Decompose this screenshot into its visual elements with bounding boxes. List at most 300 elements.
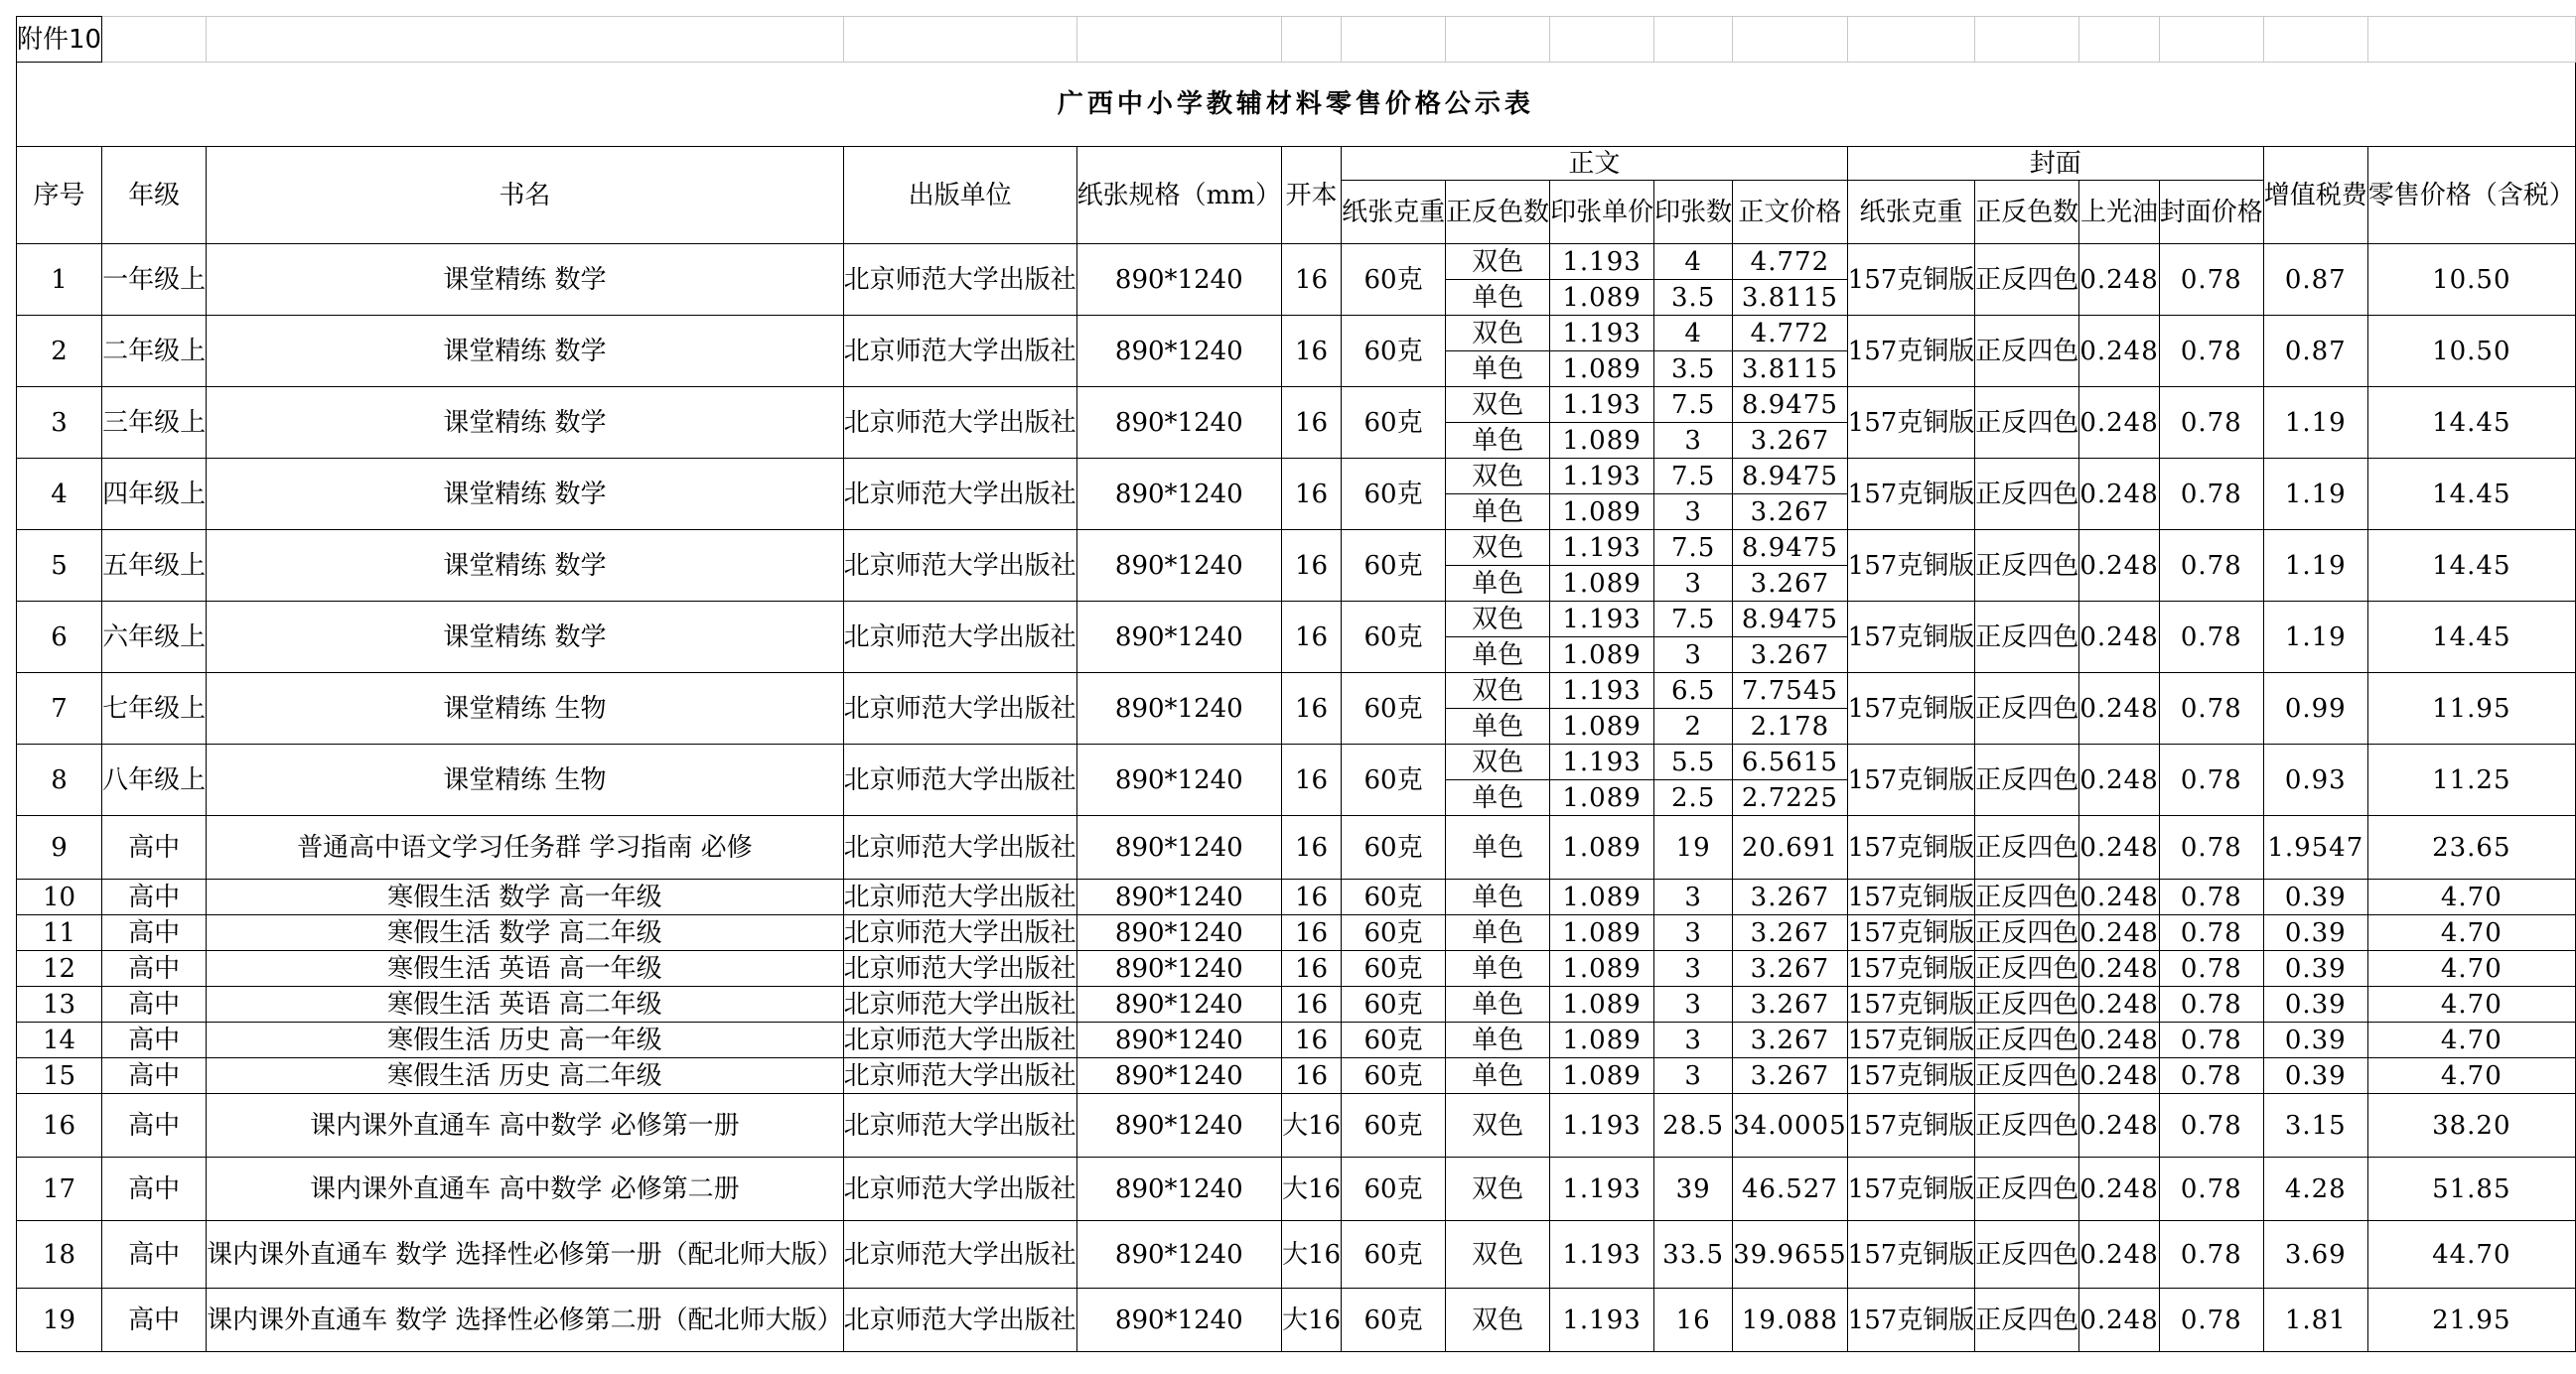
cell-format: 16 bbox=[1281, 316, 1341, 387]
cell-cover-price: 0.78 bbox=[2159, 1094, 2263, 1158]
header-grade: 年级 bbox=[102, 147, 207, 244]
cell-cover-price: 0.78 bbox=[2159, 816, 2263, 880]
cell-book: 寒假生活 历史 高二年级 bbox=[207, 1058, 844, 1094]
cell-seq: 9 bbox=[17, 816, 102, 880]
cell-cover-paper-weight: 157克铜版 bbox=[1847, 1289, 1975, 1352]
cell-body-sheet-price: 1.089 bbox=[1550, 566, 1654, 602]
cell-publisher: 北京师范大学出版社 bbox=[843, 1023, 1076, 1058]
cell-body-paper-weight: 60克 bbox=[1342, 1221, 1446, 1289]
cell-body-price: 8.9475 bbox=[1733, 459, 1848, 494]
cell-body-sheets: 4 bbox=[1654, 244, 1733, 280]
cell-paper-spec: 890*1240 bbox=[1076, 816, 1281, 880]
cell-body-sheets: 3 bbox=[1654, 566, 1733, 602]
cell-cover-color: 正反四色 bbox=[1975, 673, 2079, 745]
cell-body-paper-weight: 60克 bbox=[1342, 915, 1446, 951]
empty-cell bbox=[2159, 17, 2263, 63]
cell-body-price: 3.267 bbox=[1733, 423, 1848, 459]
cell-grade: 八年级上 bbox=[102, 745, 207, 816]
cell-body-color: 单色 bbox=[1446, 780, 1550, 816]
cell-body-paper-weight: 60克 bbox=[1342, 459, 1446, 530]
cell-cover-paper-weight: 157克铜版 bbox=[1847, 1158, 1975, 1221]
cell-body-sheet-price: 1.193 bbox=[1550, 673, 1654, 709]
cell-grade: 高中 bbox=[102, 951, 207, 987]
cell-body-sheet-price: 1.089 bbox=[1550, 423, 1654, 459]
empty-cell bbox=[1281, 17, 1341, 63]
cell-body-sheet-price: 1.193 bbox=[1550, 602, 1654, 637]
cell-retail-price: 4.70 bbox=[2367, 951, 2575, 987]
empty-cell bbox=[1733, 17, 1848, 63]
header-publisher: 出版单位 bbox=[843, 147, 1076, 244]
cell-cover-price: 0.78 bbox=[2159, 244, 2263, 316]
table-row bbox=[17, 387, 2576, 423]
cell-body-paper-weight: 60克 bbox=[1342, 1094, 1446, 1158]
cell-cover-color: 正反四色 bbox=[1975, 244, 2079, 316]
cell-format: 16 bbox=[1281, 816, 1341, 880]
table-row bbox=[17, 745, 2576, 780]
cell-body-color: 单色 bbox=[1446, 351, 1550, 387]
empty-cell bbox=[1342, 17, 1446, 63]
cell-body-price: 3.267 bbox=[1733, 1058, 1848, 1094]
cell-body-price: 3.267 bbox=[1733, 951, 1848, 987]
cell-vat: 1.19 bbox=[2263, 530, 2367, 602]
cell-body-paper-weight: 60克 bbox=[1342, 316, 1446, 387]
cell-retail-price: 4.70 bbox=[2367, 1058, 2575, 1094]
cell-body-color: 双色 bbox=[1446, 1221, 1550, 1289]
cell-seq: 15 bbox=[17, 1058, 102, 1094]
cell-grade: 高中 bbox=[102, 1058, 207, 1094]
cell-format: 16 bbox=[1281, 915, 1341, 951]
cell-paper-spec: 890*1240 bbox=[1076, 745, 1281, 816]
cell-cover-gloss: 0.248 bbox=[2079, 1023, 2159, 1058]
cell-body-sheet-price: 1.193 bbox=[1550, 387, 1654, 423]
cell-book: 课堂精练 数学 bbox=[207, 316, 844, 387]
cell-cover-gloss: 0.248 bbox=[2079, 387, 2159, 459]
cell-publisher: 北京师范大学出版社 bbox=[843, 459, 1076, 530]
cell-body-sheets: 16 bbox=[1654, 1289, 1733, 1352]
header-cover-color: 正反色数 bbox=[1975, 181, 2079, 244]
cell-book: 课内课外直通车 数学 选择性必修第一册（配北师大版） bbox=[207, 1221, 844, 1289]
table-row bbox=[17, 1094, 2576, 1158]
cell-publisher: 北京师范大学出版社 bbox=[843, 1094, 1076, 1158]
cell-vat: 0.93 bbox=[2263, 745, 2367, 816]
cell-book: 课内课外直通车 数学 选择性必修第二册（配北师大版） bbox=[207, 1289, 844, 1352]
table-row bbox=[17, 316, 2576, 351]
cell-format: 16 bbox=[1281, 673, 1341, 745]
empty-cell bbox=[207, 17, 844, 63]
cell-body-price: 3.267 bbox=[1733, 987, 1848, 1023]
cell-book: 课堂精练 数学 bbox=[207, 387, 844, 459]
cell-seq: 19 bbox=[17, 1289, 102, 1352]
cell-body-sheets: 3 bbox=[1654, 951, 1733, 987]
cell-cover-color: 正反四色 bbox=[1975, 530, 2079, 602]
cell-cover-price: 0.78 bbox=[2159, 316, 2263, 387]
cell-paper-spec: 890*1240 bbox=[1076, 387, 1281, 459]
cell-cover-color: 正反四色 bbox=[1975, 745, 2079, 816]
cell-cover-gloss: 0.248 bbox=[2079, 1158, 2159, 1221]
cell-body-sheet-price: 1.089 bbox=[1550, 951, 1654, 987]
cell-cover-color: 正反四色 bbox=[1975, 1023, 2079, 1058]
cell-grade: 六年级上 bbox=[102, 602, 207, 673]
cell-book: 寒假生活 数学 高一年级 bbox=[207, 880, 844, 915]
cell-body-paper-weight: 60克 bbox=[1342, 987, 1446, 1023]
cell-cover-color: 正反四色 bbox=[1975, 1158, 2079, 1221]
cell-publisher: 北京师范大学出版社 bbox=[843, 602, 1076, 673]
cell-format: 16 bbox=[1281, 1058, 1341, 1094]
cell-seq: 6 bbox=[17, 602, 102, 673]
cell-cover-gloss: 0.248 bbox=[2079, 530, 2159, 602]
table-row bbox=[17, 880, 2576, 915]
cell-body-paper-weight: 60克 bbox=[1342, 530, 1446, 602]
empty-cell bbox=[1446, 17, 1550, 63]
cell-body-sheet-price: 1.089 bbox=[1550, 780, 1654, 816]
cell-paper-spec: 890*1240 bbox=[1076, 244, 1281, 316]
cell-body-color: 单色 bbox=[1446, 880, 1550, 915]
cell-retail-price: 4.70 bbox=[2367, 880, 2575, 915]
empty-cell bbox=[2367, 17, 2575, 63]
cell-cover-paper-weight: 157克铜版 bbox=[1847, 602, 1975, 673]
cell-grade: 高中 bbox=[102, 987, 207, 1023]
cell-grade: 三年级上 bbox=[102, 387, 207, 459]
cell-cover-color: 正反四色 bbox=[1975, 951, 2079, 987]
cell-body-price: 34.0005 bbox=[1733, 1094, 1848, 1158]
price-table bbox=[16, 16, 2576, 1352]
header-retail-price: 零售价格（含税） bbox=[2367, 147, 2575, 244]
header-book: 书名 bbox=[207, 147, 844, 244]
cell-retail-price: 11.95 bbox=[2367, 673, 2575, 745]
cell-cover-price: 0.78 bbox=[2159, 1289, 2263, 1352]
cell-book: 课内课外直通车 高中数学 必修第一册 bbox=[207, 1094, 844, 1158]
cell-book: 课堂精练 数学 bbox=[207, 459, 844, 530]
cell-retail-price: 14.45 bbox=[2367, 459, 2575, 530]
cell-body-price: 3.267 bbox=[1733, 880, 1848, 915]
cell-paper-spec: 890*1240 bbox=[1076, 1158, 1281, 1221]
empty-cell bbox=[2263, 17, 2367, 63]
cell-body-paper-weight: 60克 bbox=[1342, 387, 1446, 459]
cell-body-sheets: 3 bbox=[1654, 915, 1733, 951]
cell-publisher: 北京师范大学出版社 bbox=[843, 1221, 1076, 1289]
cell-cover-paper-weight: 157克铜版 bbox=[1847, 316, 1975, 387]
cell-cover-price: 0.78 bbox=[2159, 1221, 2263, 1289]
cell-body-sheets: 7.5 bbox=[1654, 602, 1733, 637]
cell-body-sheets: 28.5 bbox=[1654, 1094, 1733, 1158]
cell-seq: 16 bbox=[17, 1094, 102, 1158]
cell-body-price: 4.772 bbox=[1733, 244, 1848, 280]
table-row bbox=[17, 1289, 2576, 1352]
cell-body-price: 3.8115 bbox=[1733, 351, 1848, 387]
cell-cover-price: 0.78 bbox=[2159, 915, 2263, 951]
empty-cell bbox=[1550, 17, 1654, 63]
cell-cover-paper-weight: 157克铜版 bbox=[1847, 387, 1975, 459]
table-row bbox=[17, 1058, 2576, 1094]
page-title: 广西中小学教辅材料零售价格公示表 bbox=[17, 63, 2576, 147]
cell-cover-gloss: 0.248 bbox=[2079, 745, 2159, 816]
cell-cover-paper-weight: 157克铜版 bbox=[1847, 816, 1975, 880]
cell-seq: 4 bbox=[17, 459, 102, 530]
cell-format: 16 bbox=[1281, 602, 1341, 673]
table-row bbox=[17, 1023, 2576, 1058]
cell-body-sheets: 3 bbox=[1654, 1058, 1733, 1094]
cell-cover-color: 正反四色 bbox=[1975, 1289, 2079, 1352]
cell-format: 16 bbox=[1281, 745, 1341, 816]
cell-paper-spec: 890*1240 bbox=[1076, 316, 1281, 387]
cell-cover-color: 正反四色 bbox=[1975, 816, 2079, 880]
cell-cover-price: 0.78 bbox=[2159, 1158, 2263, 1221]
cell-body-sheet-price: 1.089 bbox=[1550, 1023, 1654, 1058]
cell-cover-gloss: 0.248 bbox=[2079, 1221, 2159, 1289]
cell-body-price: 4.772 bbox=[1733, 316, 1848, 351]
cell-body-color: 双色 bbox=[1446, 1289, 1550, 1352]
cell-body-color: 双色 bbox=[1446, 244, 1550, 280]
cell-body-price: 19.088 bbox=[1733, 1289, 1848, 1352]
header-body-color: 正反色数 bbox=[1446, 181, 1550, 244]
cell-grade: 一年级上 bbox=[102, 244, 207, 316]
cell-cover-paper-weight: 157克铜版 bbox=[1847, 987, 1975, 1023]
cell-cover-gloss: 0.248 bbox=[2079, 244, 2159, 316]
cell-body-sheets: 3 bbox=[1654, 637, 1733, 673]
cell-body-sheet-price: 1.193 bbox=[1550, 1221, 1654, 1289]
cell-body-paper-weight: 60克 bbox=[1342, 673, 1446, 745]
cell-body-sheet-price: 1.089 bbox=[1550, 494, 1654, 530]
cell-book: 寒假生活 英语 高一年级 bbox=[207, 951, 844, 987]
cell-body-sheets: 3 bbox=[1654, 880, 1733, 915]
cell-vat: 0.87 bbox=[2263, 316, 2367, 387]
cell-seq: 2 bbox=[17, 316, 102, 387]
cell-grade: 高中 bbox=[102, 880, 207, 915]
cell-vat: 0.39 bbox=[2263, 1023, 2367, 1058]
cell-body-paper-weight: 60克 bbox=[1342, 602, 1446, 673]
cell-body-sheet-price: 1.089 bbox=[1550, 915, 1654, 951]
cell-cover-color: 正反四色 bbox=[1975, 1094, 2079, 1158]
cell-seq: 14 bbox=[17, 1023, 102, 1058]
cell-body-sheet-price: 1.089 bbox=[1550, 816, 1654, 880]
cell-cover-price: 0.78 bbox=[2159, 951, 2263, 987]
cell-body-color: 双色 bbox=[1446, 745, 1550, 780]
cell-body-paper-weight: 60克 bbox=[1342, 745, 1446, 816]
cell-body-sheet-price: 1.193 bbox=[1550, 1094, 1654, 1158]
cell-format: 16 bbox=[1281, 244, 1341, 316]
cell-cover-color: 正反四色 bbox=[1975, 1058, 2079, 1094]
header-body-paper-weight: 纸张克重 bbox=[1342, 181, 1446, 244]
cell-cover-gloss: 0.248 bbox=[2079, 915, 2159, 951]
cell-format: 16 bbox=[1281, 880, 1341, 915]
cell-grade: 二年级上 bbox=[102, 316, 207, 387]
cell-publisher: 北京师范大学出版社 bbox=[843, 816, 1076, 880]
cell-body-color: 双色 bbox=[1446, 316, 1550, 351]
cell-paper-spec: 890*1240 bbox=[1076, 530, 1281, 602]
cell-retail-price: 4.70 bbox=[2367, 987, 2575, 1023]
cell-cover-color: 正反四色 bbox=[1975, 880, 2079, 915]
cell-body-paper-weight: 60克 bbox=[1342, 951, 1446, 987]
cell-paper-spec: 890*1240 bbox=[1076, 1094, 1281, 1158]
empty-cell bbox=[843, 17, 1076, 63]
cell-body-sheets: 39 bbox=[1654, 1158, 1733, 1221]
cell-format: 16 bbox=[1281, 987, 1341, 1023]
spreadsheet bbox=[16, 16, 2576, 1352]
cell-body-color: 双色 bbox=[1446, 673, 1550, 709]
cell-vat: 1.19 bbox=[2263, 459, 2367, 530]
cell-body-sheet-price: 1.089 bbox=[1550, 987, 1654, 1023]
cell-cover-color: 正反四色 bbox=[1975, 1221, 2079, 1289]
cell-publisher: 北京师范大学出版社 bbox=[843, 673, 1076, 745]
cell-format: 16 bbox=[1281, 1023, 1341, 1058]
cell-retail-price: 10.50 bbox=[2367, 244, 2575, 316]
table-row bbox=[17, 459, 2576, 494]
cell-body-sheet-price: 1.193 bbox=[1550, 316, 1654, 351]
cell-publisher: 北京师范大学出版社 bbox=[843, 951, 1076, 987]
cell-body-color: 单色 bbox=[1446, 1058, 1550, 1094]
cell-vat: 0.39 bbox=[2263, 951, 2367, 987]
cell-body-sheet-price: 1.193 bbox=[1550, 1289, 1654, 1352]
cell-publisher: 北京师范大学出版社 bbox=[843, 987, 1076, 1023]
cell-body-sheets: 19 bbox=[1654, 816, 1733, 880]
table-row bbox=[17, 673, 2576, 709]
cell-publisher: 北京师范大学出版社 bbox=[843, 316, 1076, 387]
cell-body-sheets: 2.5 bbox=[1654, 780, 1733, 816]
cell-book: 课堂精练 数学 bbox=[207, 244, 844, 316]
cell-body-sheet-price: 1.089 bbox=[1550, 1058, 1654, 1094]
cell-cover-gloss: 0.248 bbox=[2079, 1289, 2159, 1352]
cell-cover-gloss: 0.248 bbox=[2079, 673, 2159, 745]
cell-vat: 3.15 bbox=[2263, 1094, 2367, 1158]
cell-body-sheets: 3 bbox=[1654, 494, 1733, 530]
cell-publisher: 北京师范大学出版社 bbox=[843, 1158, 1076, 1221]
cell-cover-price: 0.78 bbox=[2159, 880, 2263, 915]
cell-cover-color: 正反四色 bbox=[1975, 987, 2079, 1023]
cell-seq: 12 bbox=[17, 951, 102, 987]
cell-paper-spec: 890*1240 bbox=[1076, 951, 1281, 987]
header-vat: 增值税费 bbox=[2263, 147, 2367, 244]
cell-body-color: 单色 bbox=[1446, 423, 1550, 459]
cell-body-color: 单色 bbox=[1446, 637, 1550, 673]
cell-paper-spec: 890*1240 bbox=[1076, 1221, 1281, 1289]
cell-cover-paper-weight: 157克铜版 bbox=[1847, 673, 1975, 745]
cell-body-sheet-price: 1.089 bbox=[1550, 637, 1654, 673]
cell-publisher: 北京师范大学出版社 bbox=[843, 387, 1076, 459]
cell-cover-price: 0.78 bbox=[2159, 530, 2263, 602]
cell-cover-price: 0.78 bbox=[2159, 745, 2263, 816]
cell-cover-paper-weight: 157克铜版 bbox=[1847, 1094, 1975, 1158]
cell-body-price: 3.267 bbox=[1733, 915, 1848, 951]
cell-body-price: 2.7225 bbox=[1733, 780, 1848, 816]
cell-grade: 高中 bbox=[102, 1158, 207, 1221]
table-row bbox=[17, 915, 2576, 951]
cell-body-color: 双色 bbox=[1446, 387, 1550, 423]
cell-body-color: 单色 bbox=[1446, 915, 1550, 951]
cell-format: 大16 bbox=[1281, 1289, 1341, 1352]
cell-retail-price: 21.95 bbox=[2367, 1289, 2575, 1352]
cell-body-sheet-price: 1.089 bbox=[1550, 880, 1654, 915]
cell-format: 16 bbox=[1281, 459, 1341, 530]
cell-format: 大16 bbox=[1281, 1094, 1341, 1158]
cell-paper-spec: 890*1240 bbox=[1076, 1058, 1281, 1094]
cell-cover-gloss: 0.248 bbox=[2079, 602, 2159, 673]
cell-cover-gloss: 0.248 bbox=[2079, 1094, 2159, 1158]
cell-body-color: 单色 bbox=[1446, 1023, 1550, 1058]
cell-vat: 0.39 bbox=[2263, 987, 2367, 1023]
cell-cover-gloss: 0.248 bbox=[2079, 987, 2159, 1023]
cell-paper-spec: 890*1240 bbox=[1076, 673, 1281, 745]
cell-cover-paper-weight: 157克铜版 bbox=[1847, 1058, 1975, 1094]
cell-cover-paper-weight: 157克铜版 bbox=[1847, 915, 1975, 951]
cell-body-sheet-price: 1.193 bbox=[1550, 745, 1654, 780]
cell-body-sheet-price: 1.089 bbox=[1550, 280, 1654, 316]
empty-cell bbox=[102, 17, 207, 63]
table-row bbox=[17, 1221, 2576, 1289]
cell-body-sheets: 7.5 bbox=[1654, 459, 1733, 494]
cell-cover-paper-weight: 157克铜版 bbox=[1847, 745, 1975, 816]
cell-body-paper-weight: 60克 bbox=[1342, 1058, 1446, 1094]
cell-body-sheet-price: 1.193 bbox=[1550, 244, 1654, 280]
table-row bbox=[17, 602, 2576, 637]
cell-body-price: 20.691 bbox=[1733, 816, 1848, 880]
empty-cell bbox=[1975, 17, 2079, 63]
cell-seq: 10 bbox=[17, 880, 102, 915]
cell-retail-price: 10.50 bbox=[2367, 316, 2575, 387]
header-format: 开本 bbox=[1281, 147, 1341, 244]
cell-body-sheets: 3 bbox=[1654, 987, 1733, 1023]
cell-book: 课堂精练 数学 bbox=[207, 530, 844, 602]
cell-book: 寒假生活 英语 高二年级 bbox=[207, 987, 844, 1023]
cell-body-price: 8.9475 bbox=[1733, 387, 1848, 423]
cell-body-paper-weight: 60克 bbox=[1342, 1289, 1446, 1352]
empty-cell bbox=[1076, 17, 1281, 63]
cell-grade: 高中 bbox=[102, 816, 207, 880]
cell-body-sheet-price: 1.193 bbox=[1550, 1158, 1654, 1221]
cell-book: 寒假生活 历史 高一年级 bbox=[207, 1023, 844, 1058]
cell-publisher: 北京师范大学出版社 bbox=[843, 915, 1076, 951]
cell-book: 课内课外直通车 高中数学 必修第二册 bbox=[207, 1158, 844, 1221]
cell-cover-gloss: 0.248 bbox=[2079, 316, 2159, 387]
cell-book: 课堂精练 生物 bbox=[207, 673, 844, 745]
cell-seq: 7 bbox=[17, 673, 102, 745]
cell-body-price: 7.7545 bbox=[1733, 673, 1848, 709]
cell-body-sheets: 5.5 bbox=[1654, 745, 1733, 780]
cell-body-paper-weight: 60克 bbox=[1342, 1023, 1446, 1058]
cell-cover-paper-weight: 157克铜版 bbox=[1847, 951, 1975, 987]
cell-grade: 四年级上 bbox=[102, 459, 207, 530]
cell-paper-spec: 890*1240 bbox=[1076, 602, 1281, 673]
cell-cover-color: 正反四色 bbox=[1975, 387, 2079, 459]
cell-retail-price: 4.70 bbox=[2367, 1023, 2575, 1058]
cell-body-color: 双色 bbox=[1446, 602, 1550, 637]
cell-publisher: 北京师范大学出版社 bbox=[843, 530, 1076, 602]
empty-cell bbox=[1654, 17, 1733, 63]
cell-body-price: 8.9475 bbox=[1733, 602, 1848, 637]
header-cover-price: 封面价格 bbox=[2159, 181, 2263, 244]
cell-cover-price: 0.78 bbox=[2159, 987, 2263, 1023]
cell-paper-spec: 890*1240 bbox=[1076, 1289, 1281, 1352]
cell-grade: 高中 bbox=[102, 1221, 207, 1289]
cell-body-price: 3.267 bbox=[1733, 494, 1848, 530]
header-cover-group: 封面 bbox=[1847, 147, 2263, 181]
cell-seq: 17 bbox=[17, 1158, 102, 1221]
cell-vat: 0.39 bbox=[2263, 1058, 2367, 1094]
cell-cover-gloss: 0.248 bbox=[2079, 1058, 2159, 1094]
cell-retail-price: 51.85 bbox=[2367, 1158, 2575, 1221]
cell-publisher: 北京师范大学出版社 bbox=[843, 244, 1076, 316]
cell-body-color: 双色 bbox=[1446, 530, 1550, 566]
cell-paper-spec: 890*1240 bbox=[1076, 459, 1281, 530]
cell-cover-price: 0.78 bbox=[2159, 387, 2263, 459]
cell-body-sheet-price: 1.193 bbox=[1550, 530, 1654, 566]
cell-paper-spec: 890*1240 bbox=[1076, 915, 1281, 951]
cell-cover-paper-weight: 157克铜版 bbox=[1847, 530, 1975, 602]
cell-body-sheet-price: 1.089 bbox=[1550, 351, 1654, 387]
cell-body-price: 3.267 bbox=[1733, 637, 1848, 673]
cell-seq: 11 bbox=[17, 915, 102, 951]
header-seq: 序号 bbox=[17, 147, 102, 244]
cell-vat: 1.19 bbox=[2263, 602, 2367, 673]
